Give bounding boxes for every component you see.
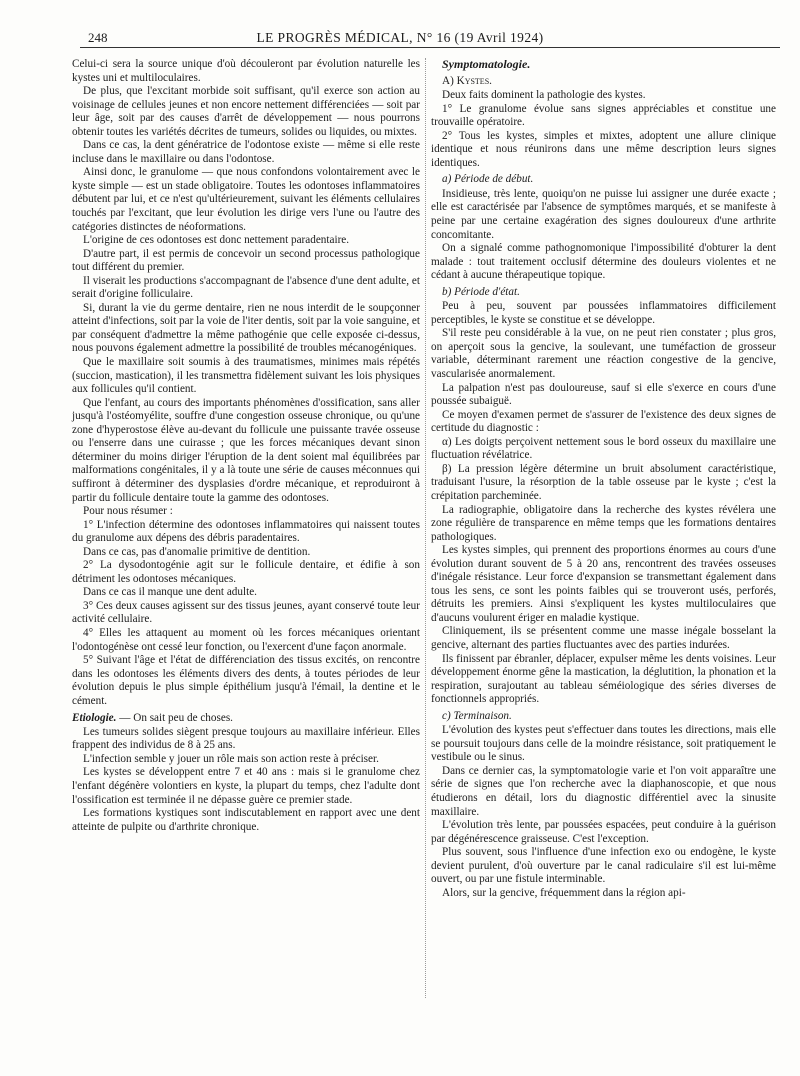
paragraph: Ce moyen d'examen permet de s'assurer de l'existence des deux signes de certitude du diagnostic :	[431, 408, 776, 435]
summary-item: 2° La dysodontogénie agit sur le follicule dentaire, et édifie à son détriment les odontoses mécaniques.	[72, 559, 420, 585]
subsection-debut: a) Période de début.	[442, 173, 534, 186]
paragraph: Ils finissent par ébranler, déplacer, expulser même les dents voisines. Leur développement énorme gêne la mastication, la déglutition, la phonation et la respiration, surajoutant au tableau séméiologique des séries diverses de fonctionnels appropriés.	[431, 652, 776, 706]
subsection-letter: A)	[442, 74, 454, 87]
subsection-title: Kystes.	[456, 74, 492, 87]
paragraph: β) La pression légère détermine un bruit absolument caractéristique, traduisant l'usure, la résorption de la table osseuse par le kyste ; c'est la crépitation parcheminée.	[431, 462, 776, 502]
paragraph: L'origine de ces odontoses est donc nettement paradentaire.	[83, 234, 350, 247]
paragraph: Dans ce cas il manque une dent adulte.	[83, 586, 257, 599]
paragraph: La radiographie, obligatoire dans la recherche des kystes révélera une zone régulière de transparence en même temps que les formations dentaires pathologiques.	[431, 503, 776, 543]
left-column	[72, 58, 420, 834]
paragraph: Que l'enfant, au cours des importants phénomènes d'ossification, sans aller jusqu'à l'ostéomyélite, souffre d'une congestion osseuse chronique, ou qu'une zone d'hyperostose élève au-devant du follicule une puissante travée osseuse ou l'enserre dans une cuirasse ; que les forces mécaniques devant sinon déterminer du moins diriger l'éruption de la dent soient mal équilibrées par malformations congénitales, il y a là toute une série de causes méconnues qui suffiront à déterminer des dysplasies d'ordre mécanique, et reproduiront à partir du follicule dentaire toute la gamme des odontoses.	[72, 396, 420, 504]
column-divider	[425, 58, 426, 998]
paragraph: Celui-ci sera la source unique d'où découleront par évolution naturelle les kystes uni et multiloculaires.	[72, 58, 420, 84]
summary-item: 4° Elles les attaquent au moment où les forces mécaniques orientant l'odontogénèse ont cessé leur fonction, ou l'exercent d'une façon anormale.	[72, 626, 420, 653]
paragraph: Peu à peu, souvent par poussées inflammatoires difficilement perceptibles, le kyste se constitue et se développe.	[431, 300, 776, 326]
paragraph: De plus, que l'excitant morbide soit suffisant, qu'il exerce son action au voisinage de cellules jeunes et non encore nettement différenciées — soit par leur âge, soit par des causes d'arrêt de développement — nous pourrons obtenir toutes les variétés décrites de tumeurs, solides ou liquides, ou mixtes.	[72, 85, 420, 138]
paragraph: Les tumeurs solides siègent presque toujours au maxillaire inférieur. Elles frappent des individus de 8 à 25 ans.	[72, 725, 420, 752]
paragraph: Insidieuse, très lente, quoiqu'on ne puisse lui assigner une durée exacte ; elle est caractérisée par l'absence de symptômes marqués, et se manifeste à peine par une certaine exagération des signes douloureux d'une arthrite concomitante.	[431, 187, 776, 241]
paragraph: Les kystes simples, qui prennent des proportions énormes au cours d'une évolution durant souvent de 5 à 20 ans, rencontrent des travées osseuses d'inégale résistance. Leur force d'expansion se transmettant également dans tous les sens, ce sont les points faibles qui se trouveront usés, perforés, détruits les premiers. Ainsi s'expliquent les kystes multiloculaires que d'aucuns voulurent ériger en maladie kystique.	[431, 544, 776, 624]
summary-item: 3° Ces deux causes agissent sur des tissus jeunes, ayant conservé toute leur activité cellulaire.	[72, 599, 420, 626]
section-title: Symptomatologie.	[442, 57, 531, 71]
paragraph: Les kystes se développent entre 7 et 40 ans : mais si le granulome chez l'enfant dégénère volontiers en kyste, la plupart du temps, chez l'adulte dont l'ossification est terminée il ne dépasse guère ce premier stade.	[72, 766, 420, 806]
paragraph: La palpation n'est pas douloureuse, sauf si elle s'exerce en cours d'une poussée subaiguë.	[431, 381, 776, 408]
paragraph: Ainsi donc, le granulome — que nous confondons volontairement avec le kyste simple — est un stade obligatoire. Toutes les odontoses inflammatoires débutent par lui, et ce n'est qu'ultérieurement, suivant les éléments cellulaires touchés par l'excitant, que leur évolution les dirige vers l'une ou l'autre des catégories distinctes de néoformations.	[72, 166, 420, 233]
running-header	[0, 26, 800, 46]
summary-item: 1° L'infection détermine des odontoses inflammatoires qui naissent toutes du granulome aux dépens des débris paradentaires.	[72, 518, 420, 545]
paragraph: 1° Le granulome évolue sans signes appréciables et constitue une trouvaille opératoire.	[431, 102, 776, 129]
subsection-etat: b) Période d'état.	[442, 285, 520, 298]
paragraph: S'il reste peu considérable à la vue, on ne peut rien constater ; plus gros, on aperçoit sous la gencive, la soulevant, une tuméfaction de grosseur variable, déterminant rarement une réaction congestive de la gencive, vascularisée anormalement.	[431, 327, 776, 381]
paragraph: Dans ce cas, pas d'anomalie primitive de dentition.	[83, 545, 311, 558]
paragraph: Pour nous résumer :	[83, 505, 173, 518]
paragraph: D'autre part, il est permis de concevoir un second processus pathologique tout différent du premier.	[72, 247, 420, 274]
paragraph: Il viserait les productions s'accompagnant de l'absence d'une dent adulte, et serait d'origine folliculaire.	[72, 274, 420, 301]
paragraph: Dans ce cas, la dent génératrice de l'odontose existe — même si elle reste incluse dans le maxillaire ou dans l'odontose.	[72, 139, 420, 165]
paragraph: Si, durant la vie du germe dentaire, rien ne nous interdit de le soupçonner atteint d'infections, soit par la voie de l'iter dentis, soit par la voie sanguine, et par conséquent d'admettre la même pathogénie que celle exposée ci-dessus, nous pouvons également admettre la possibilité de troubles mécanogéniques.	[72, 301, 420, 355]
etiology-heading: Etiologie.	[72, 712, 117, 725]
etiology-paragraph	[72, 712, 420, 726]
page-number: 248	[88, 30, 108, 45]
paragraph: On a signalé comme pathognomonique l'impossibilité d'obturer la dent malade : tout traitement occlusif détermine des douleurs violentes et ne cédant à aucune thérapeutique topique.	[431, 242, 776, 282]
paragraph: Alors, sur la gencive, fréquemment dans la région api-	[442, 886, 686, 899]
running-title: LE PROGRÈS MÉDICAL, N° 16 (19 Avril 1924)	[256, 30, 544, 45]
paragraph: L'évolution très lente, par poussées espacées, peut conduire à la guérison par dégénérescence graisseuse. C'est l'exception.	[431, 819, 776, 845]
paragraph: Que le maxillaire soit soumis à des traumatismes, minimes mais répétés (succion, mastication), il les transmettra fidèlement suivant les lois physiques aux follicules qu'il contient.	[72, 356, 420, 396]
paragraph: Deux faits dominent la pathologie des kystes.	[442, 89, 646, 102]
paragraph: Cliniquement, ils se présentent comme une masse inégale bosselant la gencive, alternant des parties fluctuantes avec des parties indurées.	[431, 625, 776, 651]
summary-item: 5° Suivant l'âge et l'état de différenciation des tissus excités, on rencontre dans les odontoses les éléments divers des dents, à toutes périodes de leur évolution depuis le plus simple épithélium jusqu'à l'émail, la dentine et le cément.	[72, 654, 420, 707]
paragraph: α) Les doigts perçoivent nettement sous le bord osseux du maxillaire une fluctuation révélatrice.	[431, 435, 776, 462]
subsection-kystes	[431, 75, 776, 89]
paragraph: 2° Tous les kystes, simples et mixtes, adoptent une allure clinique identique et nous réunirons dans une même description leurs signes identiques.	[431, 129, 776, 169]
paragraph: L'infection semble y jouer un rôle mais son action reste à préciser.	[83, 752, 379, 765]
etiology-lead: — On sait peu de choses.	[119, 712, 233, 725]
paragraph: L'évolution des kystes peut s'effectuer dans toutes les directions, mais elle se poursuit toujours dans celle de la moindre résistance, soit pratiquement le vestibule ou le sinus.	[431, 724, 776, 764]
right-column	[431, 58, 776, 900]
paragraph: Dans ce dernier cas, la symptomatologie varie et l'on voit apparaître une série de signes que l'on recherche avec la diaphanoscopie, et que nous étudierons en détail, lors du diagnostic différentiel avec la sinusite maxillaire.	[431, 764, 776, 818]
paragraph: Plus souvent, sous l'influence d'une infection exo ou endogène, le kyste devient purulent, d'où ouverture par le canal radiculaire s'il est lui-même ouvert, ou par une fistule interminable.	[431, 846, 776, 886]
header-rule	[80, 47, 780, 48]
subsection-terminaison: c) Terminaison.	[442, 709, 512, 722]
paragraph: Les formations kystiques sont indiscutablement en rapport avec une dent atteinte de pulpite ou d'arthrite chronique.	[72, 807, 420, 833]
